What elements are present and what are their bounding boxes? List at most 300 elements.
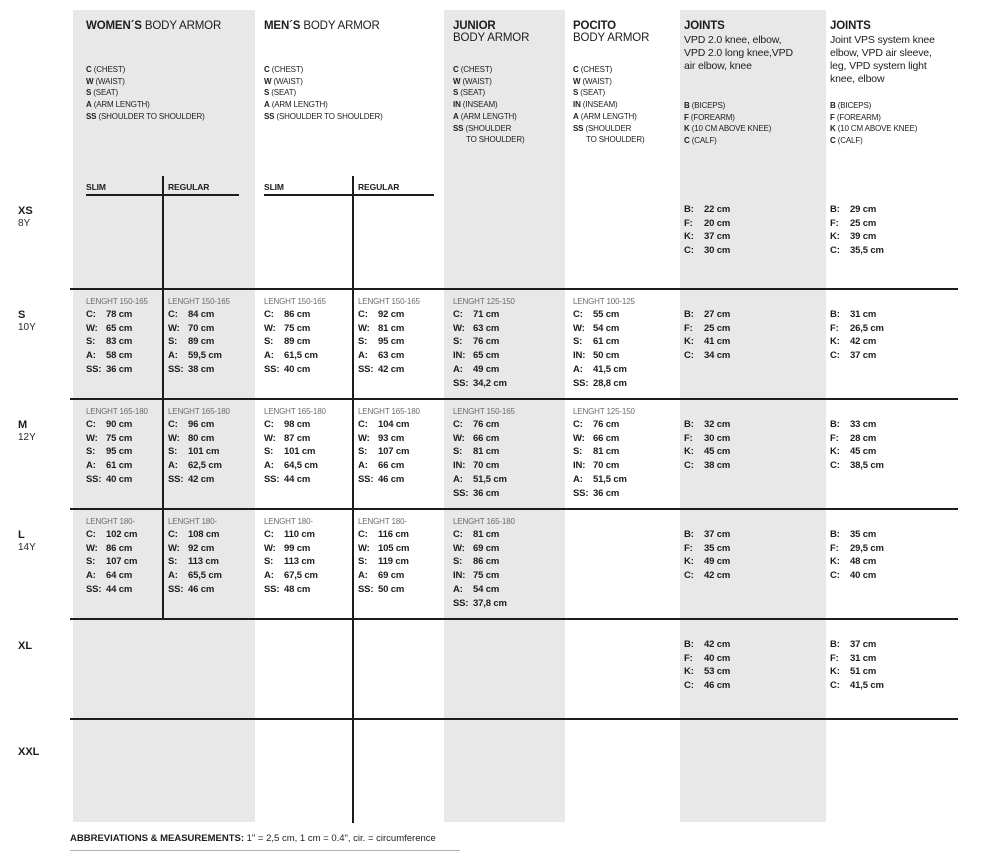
measurement-key: S:: [168, 446, 178, 458]
measurement-line: [830, 555, 970, 569]
abbrev-item: A (ARM LENGTH): [86, 100, 150, 110]
measurement-value: 51 cm: [850, 666, 877, 678]
measurement-line: [453, 569, 561, 583]
measurement-key: SS:: [264, 583, 280, 595]
subcol-womens-regular: REGULAR: [168, 182, 210, 192]
measurement-value: 41,5 cm: [850, 680, 884, 692]
measurement-key: S:: [453, 446, 463, 458]
length-range-note: LENGHT 180-: [264, 517, 313, 526]
measurement-line: [830, 665, 970, 679]
measurement-key: W:: [264, 432, 276, 444]
measurement-line: [168, 363, 250, 377]
measurement-line: [168, 349, 250, 363]
measurement-line: [264, 473, 348, 487]
measurement-key: F:: [830, 542, 839, 554]
measurement-line: [168, 542, 250, 556]
measurement-value: 49 cm: [473, 363, 500, 375]
footer-label: ABBREVIATIONS & MEASUREMENTS:: [70, 833, 244, 844]
cell-l-womens-regular: [168, 515, 250, 597]
measurement-line: [573, 459, 677, 473]
measurement-value: 89 cm: [188, 336, 215, 348]
measurement-line: [453, 377, 561, 391]
column-title: JOINTS: [684, 20, 725, 32]
abbrev-item: SS (SHOULDER TO SHOULDER): [86, 111, 205, 121]
abbrev-item: W (WAIST): [453, 76, 492, 86]
measurement-key: S:: [573, 336, 583, 348]
measurement-key: C:: [168, 309, 178, 320]
abbrev-item: TO SHOULDER): [586, 135, 645, 145]
measurement-line: [86, 335, 164, 349]
measurement-value: 61 cm: [106, 460, 133, 472]
measurement-value: 51,5 cm: [593, 473, 627, 485]
cell-s-womens-regular: [168, 295, 250, 377]
measurement-key: C:: [358, 419, 368, 430]
measurement-value: 69 cm: [378, 570, 405, 582]
measurement-key: A:: [573, 363, 583, 375]
measurement-key: S:: [86, 446, 96, 458]
measurement-key: A:: [453, 363, 463, 375]
column-subtitle: BODY ARMOR: [453, 32, 530, 44]
measurement-value: 40 cm: [106, 473, 133, 485]
measurement-line: [264, 555, 348, 569]
measurement-key: SS:: [453, 597, 469, 609]
cell-m-joints1: [684, 405, 822, 473]
measurement-key: SS:: [358, 473, 374, 485]
measurement-value: 70 cm: [473, 460, 500, 472]
measurement-value: 107 cm: [378, 446, 410, 458]
measurement-line: [168, 555, 250, 569]
measurement-value: 31 cm: [850, 309, 877, 320]
measurement-value: 66 cm: [473, 432, 500, 444]
measurement-line: [830, 418, 970, 432]
length-range-note: LENGHT 180-: [358, 517, 407, 526]
abbrev-item: K (10 CM ABOVE KNEE): [684, 124, 772, 134]
measurement-key: W:: [168, 542, 180, 554]
measurement-line: [453, 473, 561, 487]
measurement-value: 37 cm: [704, 231, 731, 243]
column-title: WOMEN´S BODY ARMOR: [86, 20, 222, 32]
measurement-value: 44 cm: [106, 583, 133, 595]
measurement-line: [264, 335, 348, 349]
measurement-key: A:: [453, 583, 463, 595]
measurement-key: C:: [830, 460, 840, 472]
measurement-line: [358, 335, 442, 349]
measurement-line: [684, 308, 822, 322]
measurement-line: [830, 244, 970, 258]
measurement-key: A:: [168, 460, 178, 472]
column-header-womens: [86, 20, 251, 121]
note-spacer: [684, 515, 822, 528]
measurement-value: 105 cm: [378, 542, 410, 554]
size-code: M: [18, 419, 28, 431]
measurement-value: 66 cm: [378, 460, 405, 472]
measurement-value: 50 cm: [378, 583, 405, 595]
measurement-value: 54 cm: [473, 583, 500, 595]
measurement-value: 35 cm: [704, 542, 731, 554]
measurement-key: C:: [86, 309, 96, 320]
measurement-value: 34,2 cm: [473, 377, 507, 389]
underline-mens-subcols: [264, 194, 434, 196]
measurement-key: B:: [830, 309, 840, 320]
measurement-line: [830, 569, 970, 583]
measurement-key: C:: [453, 309, 463, 320]
measurement-value: 66 cm: [593, 432, 620, 444]
abbreviation-list: [264, 64, 383, 123]
measurement-value: 27 cm: [704, 309, 731, 320]
description-line: Joint VPS system knee: [830, 34, 935, 46]
measurement-line: [684, 230, 822, 244]
measurement-line: [573, 349, 677, 363]
measurement-key: SS:: [453, 487, 469, 499]
cell-l-joints1: [684, 515, 822, 583]
measurement-line: [168, 308, 250, 322]
length-range-note: LENGHT 150-165: [86, 297, 148, 306]
abbrev-item: A (ARM LENGTH): [453, 111, 517, 121]
size-row-label-s: [18, 309, 36, 335]
abbrev-item: S (SEAT): [86, 88, 118, 98]
measurement-line: [86, 542, 164, 556]
row-divider: [70, 288, 958, 290]
measurement-line: [168, 528, 250, 542]
measurement-key: W:: [264, 322, 276, 334]
measurement-line: [168, 432, 250, 446]
measurement-line: [168, 583, 250, 597]
column-header-joints-vpd: [684, 20, 822, 146]
measurement-line: [168, 335, 250, 349]
measurement-key: K:: [830, 231, 840, 243]
measurement-line: [86, 473, 164, 487]
measurement-key: IN:: [573, 460, 586, 472]
abbreviation-list: [684, 100, 771, 147]
measurement-value: 32 cm: [704, 419, 731, 430]
abbrev-item: F (FOREARM): [684, 112, 735, 122]
measurement-value: 63 cm: [378, 350, 405, 362]
note-spacer: [830, 295, 970, 308]
measurement-value: 89 cm: [284, 336, 311, 348]
measurement-value: 81 cm: [378, 322, 405, 334]
divider-mens-slim-regular: [352, 176, 354, 823]
measurement-line: [684, 322, 822, 336]
measurement-value: 99 cm: [284, 542, 311, 554]
measurement-line: [830, 679, 970, 693]
length-range-note: LENGHT 100-125: [573, 297, 635, 306]
measurement-value: 42 cm: [188, 473, 215, 485]
abbrev-item: W (WAIST): [573, 76, 612, 86]
measurement-line: [168, 473, 250, 487]
abbrev-item: SS (SHOULDER: [453, 123, 512, 133]
measurement-value: 42 cm: [704, 639, 731, 650]
measurement-value: 84 cm: [188, 309, 215, 320]
measurement-key: SS:: [86, 363, 102, 375]
description-line: elbow, VPD air sleeve,: [830, 47, 932, 59]
cell-l-junior: [453, 515, 561, 610]
measurement-line: [453, 555, 561, 569]
measurement-key: SS:: [264, 363, 280, 375]
measurement-line: [684, 349, 822, 363]
measurement-value: 59,5 cm: [188, 350, 222, 362]
measurement-line: [453, 459, 561, 473]
measurement-key: S:: [264, 336, 274, 348]
measurement-key: C:: [830, 570, 840, 582]
measurement-value: 54 cm: [593, 322, 620, 334]
measurement-key: W:: [264, 542, 276, 554]
measurement-line: [86, 528, 164, 542]
measurement-value: 40 cm: [704, 652, 731, 664]
measurement-value: 76 cm: [473, 336, 500, 348]
measurement-key: S:: [358, 446, 368, 458]
measurement-value: 25 cm: [704, 322, 731, 334]
measurement-key: W:: [358, 432, 370, 444]
measurement-key: C:: [684, 460, 694, 472]
measurement-line: [358, 308, 442, 322]
column-header-joints-vps: [830, 20, 970, 146]
measurement-key: K:: [684, 231, 694, 243]
measurement-key: B:: [684, 309, 694, 320]
measurement-key: C:: [453, 419, 463, 430]
measurement-key: S:: [573, 446, 583, 458]
size-code: S: [18, 309, 26, 321]
measurement-key: SS:: [453, 377, 469, 389]
measurement-line: [358, 418, 442, 432]
measurement-value: 65 cm: [106, 322, 133, 334]
measurement-key: W:: [358, 322, 370, 334]
measurement-line: [358, 473, 442, 487]
footer-note: [70, 833, 436, 844]
measurement-line: [168, 569, 250, 583]
measurement-key: K:: [684, 336, 694, 348]
abbrev-item: C (CHEST): [264, 65, 304, 74]
measurement-value: 75 cm: [284, 322, 311, 334]
measurement-value: 28,8 cm: [593, 377, 627, 389]
measurement-line: [684, 638, 822, 652]
measurement-line: [86, 363, 164, 377]
measurement-value: 75 cm: [473, 570, 500, 582]
abbreviation-list: [573, 64, 645, 146]
measurement-line: [684, 569, 822, 583]
measurement-key: A:: [264, 350, 274, 362]
measurement-line: [684, 652, 822, 666]
cell-m-mens-regular: [358, 405, 442, 487]
measurement-line: [684, 418, 822, 432]
measurement-value: 64 cm: [106, 570, 133, 582]
length-range-note: LENGHT 165-180: [453, 517, 515, 526]
note-spacer: [684, 295, 822, 308]
abbrev-item: C (CHEST): [453, 65, 493, 74]
size-row-label-xl: [18, 640, 32, 652]
footer-text: 1" = 2,5 cm, 1 cm = 0.4", cir. = circumference: [244, 833, 436, 844]
measurement-line: [86, 583, 164, 597]
measurement-key: IN:: [453, 570, 466, 582]
measurement-key: A:: [264, 570, 274, 582]
cell-s-joints2: [830, 295, 970, 363]
measurement-key: W:: [573, 322, 585, 334]
measurement-value: 35 cm: [850, 529, 877, 540]
cell-s-junior: [453, 295, 561, 390]
measurement-value: 81 cm: [473, 529, 500, 540]
cell-xl-joints1: [684, 625, 822, 693]
measurement-value: 51,5 cm: [473, 473, 507, 485]
measurement-line: [358, 528, 442, 542]
cell-m-junior: [453, 405, 561, 500]
measurement-line: [264, 445, 348, 459]
measurement-line: [830, 638, 970, 652]
measurement-line: [358, 569, 442, 583]
measurement-value: 113 cm: [284, 556, 315, 568]
cell-s-womens-slim: [86, 295, 164, 377]
measurement-value: 38 cm: [188, 363, 215, 375]
description-line: knee, elbow: [830, 73, 885, 85]
measurement-value: 80 cm: [188, 432, 215, 444]
measurement-line: [684, 528, 822, 542]
measurement-line: [830, 459, 970, 473]
measurement-key: A:: [453, 473, 463, 485]
measurement-line: [830, 652, 970, 666]
cell-s-mens-slim: [264, 295, 348, 377]
measurement-key: C:: [358, 529, 368, 540]
description-line: leg, VPD system light: [830, 60, 927, 72]
measurement-value: 70 cm: [188, 322, 215, 334]
measurement-line: [830, 308, 970, 322]
measurement-line: [573, 377, 677, 391]
measurement-line: [573, 335, 677, 349]
measurement-key: A:: [358, 460, 368, 472]
measurement-line: [684, 217, 822, 231]
subcol-mens-regular: REGULAR: [358, 182, 400, 192]
abbrev-item: K (10 CM ABOVE KNEE): [830, 124, 918, 134]
measurement-line: [453, 363, 561, 377]
abbrev-item: B (BICEPS): [684, 101, 726, 110]
measurement-line: [830, 335, 970, 349]
age-code: 8Y: [18, 218, 31, 229]
measurement-line: [264, 432, 348, 446]
measurement-key: C:: [86, 419, 96, 430]
length-range-note: LENGHT 150-165: [453, 407, 515, 416]
column-description: [830, 34, 970, 86]
abbrev-item: C (CHEST): [573, 65, 613, 74]
measurement-value: 26,5 cm: [850, 322, 884, 334]
measurement-key: B:: [684, 639, 694, 650]
measurement-line: [264, 459, 348, 473]
cell-m-joints2: [830, 405, 970, 473]
row-divider: [70, 508, 958, 510]
measurement-value: 86 cm: [284, 309, 311, 320]
measurement-line: [264, 569, 348, 583]
measurement-line: [168, 322, 250, 336]
measurement-line: [573, 308, 677, 322]
measurement-value: 30 cm: [704, 432, 731, 444]
abbrev-item: SS (SHOULDER TO SHOULDER): [264, 111, 383, 121]
measurement-key: K:: [830, 446, 840, 458]
age-code: 12Y: [18, 432, 36, 443]
measurement-line: [573, 473, 677, 487]
cell-m-womens-regular: [168, 405, 250, 487]
measurement-value: 40 cm: [850, 570, 877, 582]
abbrev-item: SS (SHOULDER: [573, 123, 632, 133]
measurement-value: 81 cm: [473, 446, 500, 458]
measurement-key: IN:: [453, 350, 466, 362]
age-code: 14Y: [18, 542, 36, 553]
measurement-line: [453, 583, 561, 597]
measurement-key: S:: [453, 336, 463, 348]
measurement-value: 38,5 cm: [850, 460, 884, 472]
measurement-value: 45 cm: [850, 446, 877, 458]
measurement-key: S:: [86, 336, 96, 348]
measurement-value: 29,5 cm: [850, 542, 884, 554]
measurement-key: A:: [168, 350, 178, 362]
measurement-value: 45 cm: [704, 446, 731, 458]
measurement-key: F:: [684, 217, 693, 229]
measurement-line: [684, 555, 822, 569]
measurement-value: 37 cm: [704, 529, 731, 540]
measurement-value: 92 cm: [188, 542, 215, 554]
measurement-key: C:: [573, 309, 583, 320]
measurement-value: 36 cm: [593, 487, 620, 499]
measurement-line: [830, 230, 970, 244]
age-code: 10Y: [18, 322, 36, 333]
measurement-line: [453, 597, 561, 611]
measurement-value: 63 cm: [473, 322, 500, 334]
measurement-line: [573, 363, 677, 377]
measurement-key: C:: [168, 529, 178, 540]
size-row-label-l: [18, 529, 36, 555]
measurement-value: 48 cm: [850, 556, 877, 568]
measurement-key: W:: [573, 432, 585, 444]
length-range-note: LENGHT 165-180: [168, 407, 230, 416]
measurement-line: [86, 432, 164, 446]
measurement-value: 113 cm: [188, 556, 219, 568]
measurement-value: 86 cm: [473, 556, 500, 568]
measurement-line: [830, 445, 970, 459]
measurement-line: [453, 528, 561, 542]
size-code: L: [18, 529, 25, 541]
measurement-key: C:: [264, 419, 274, 430]
measurement-value: 53 cm: [704, 666, 731, 678]
measurement-key: B:: [830, 204, 840, 215]
measurement-key: K:: [830, 666, 840, 678]
measurement-value: 61,5 cm: [284, 350, 318, 362]
measurement-key: B:: [684, 529, 694, 540]
measurement-key: C:: [684, 680, 694, 692]
measurement-key: C:: [358, 309, 368, 320]
measurement-value: 96 cm: [188, 419, 215, 430]
measurement-line: [86, 555, 164, 569]
length-range-note: LENGHT 180-: [86, 517, 135, 526]
abbrev-item: W (WAIST): [264, 76, 303, 86]
measurement-key: F:: [684, 652, 693, 664]
measurement-value: 83 cm: [106, 336, 133, 348]
measurement-key: K:: [684, 446, 694, 458]
measurement-line: [358, 583, 442, 597]
measurement-value: 65,5 cm: [188, 570, 222, 582]
note-spacer: [830, 625, 970, 638]
column-header-junior: [453, 20, 561, 145]
measurement-key: B:: [830, 639, 840, 650]
abbrev-item: S (SEAT): [453, 88, 485, 98]
measurement-key: SS:: [168, 473, 184, 485]
description-line: VPD 2.0 long knee,VPD: [684, 47, 793, 59]
abbrev-item: A (ARM LENGTH): [264, 100, 328, 110]
row-divider: [70, 718, 958, 720]
measurement-key: A:: [573, 473, 583, 485]
measurement-line: [453, 349, 561, 363]
measurement-key: W:: [358, 542, 370, 554]
measurement-value: 28 cm: [850, 432, 877, 444]
measurement-key: A:: [358, 570, 368, 582]
measurement-value: 95 cm: [106, 446, 133, 458]
measurement-line: [358, 432, 442, 446]
cell-l-mens-slim: [264, 515, 348, 597]
measurement-value: 61 cm: [593, 336, 620, 348]
